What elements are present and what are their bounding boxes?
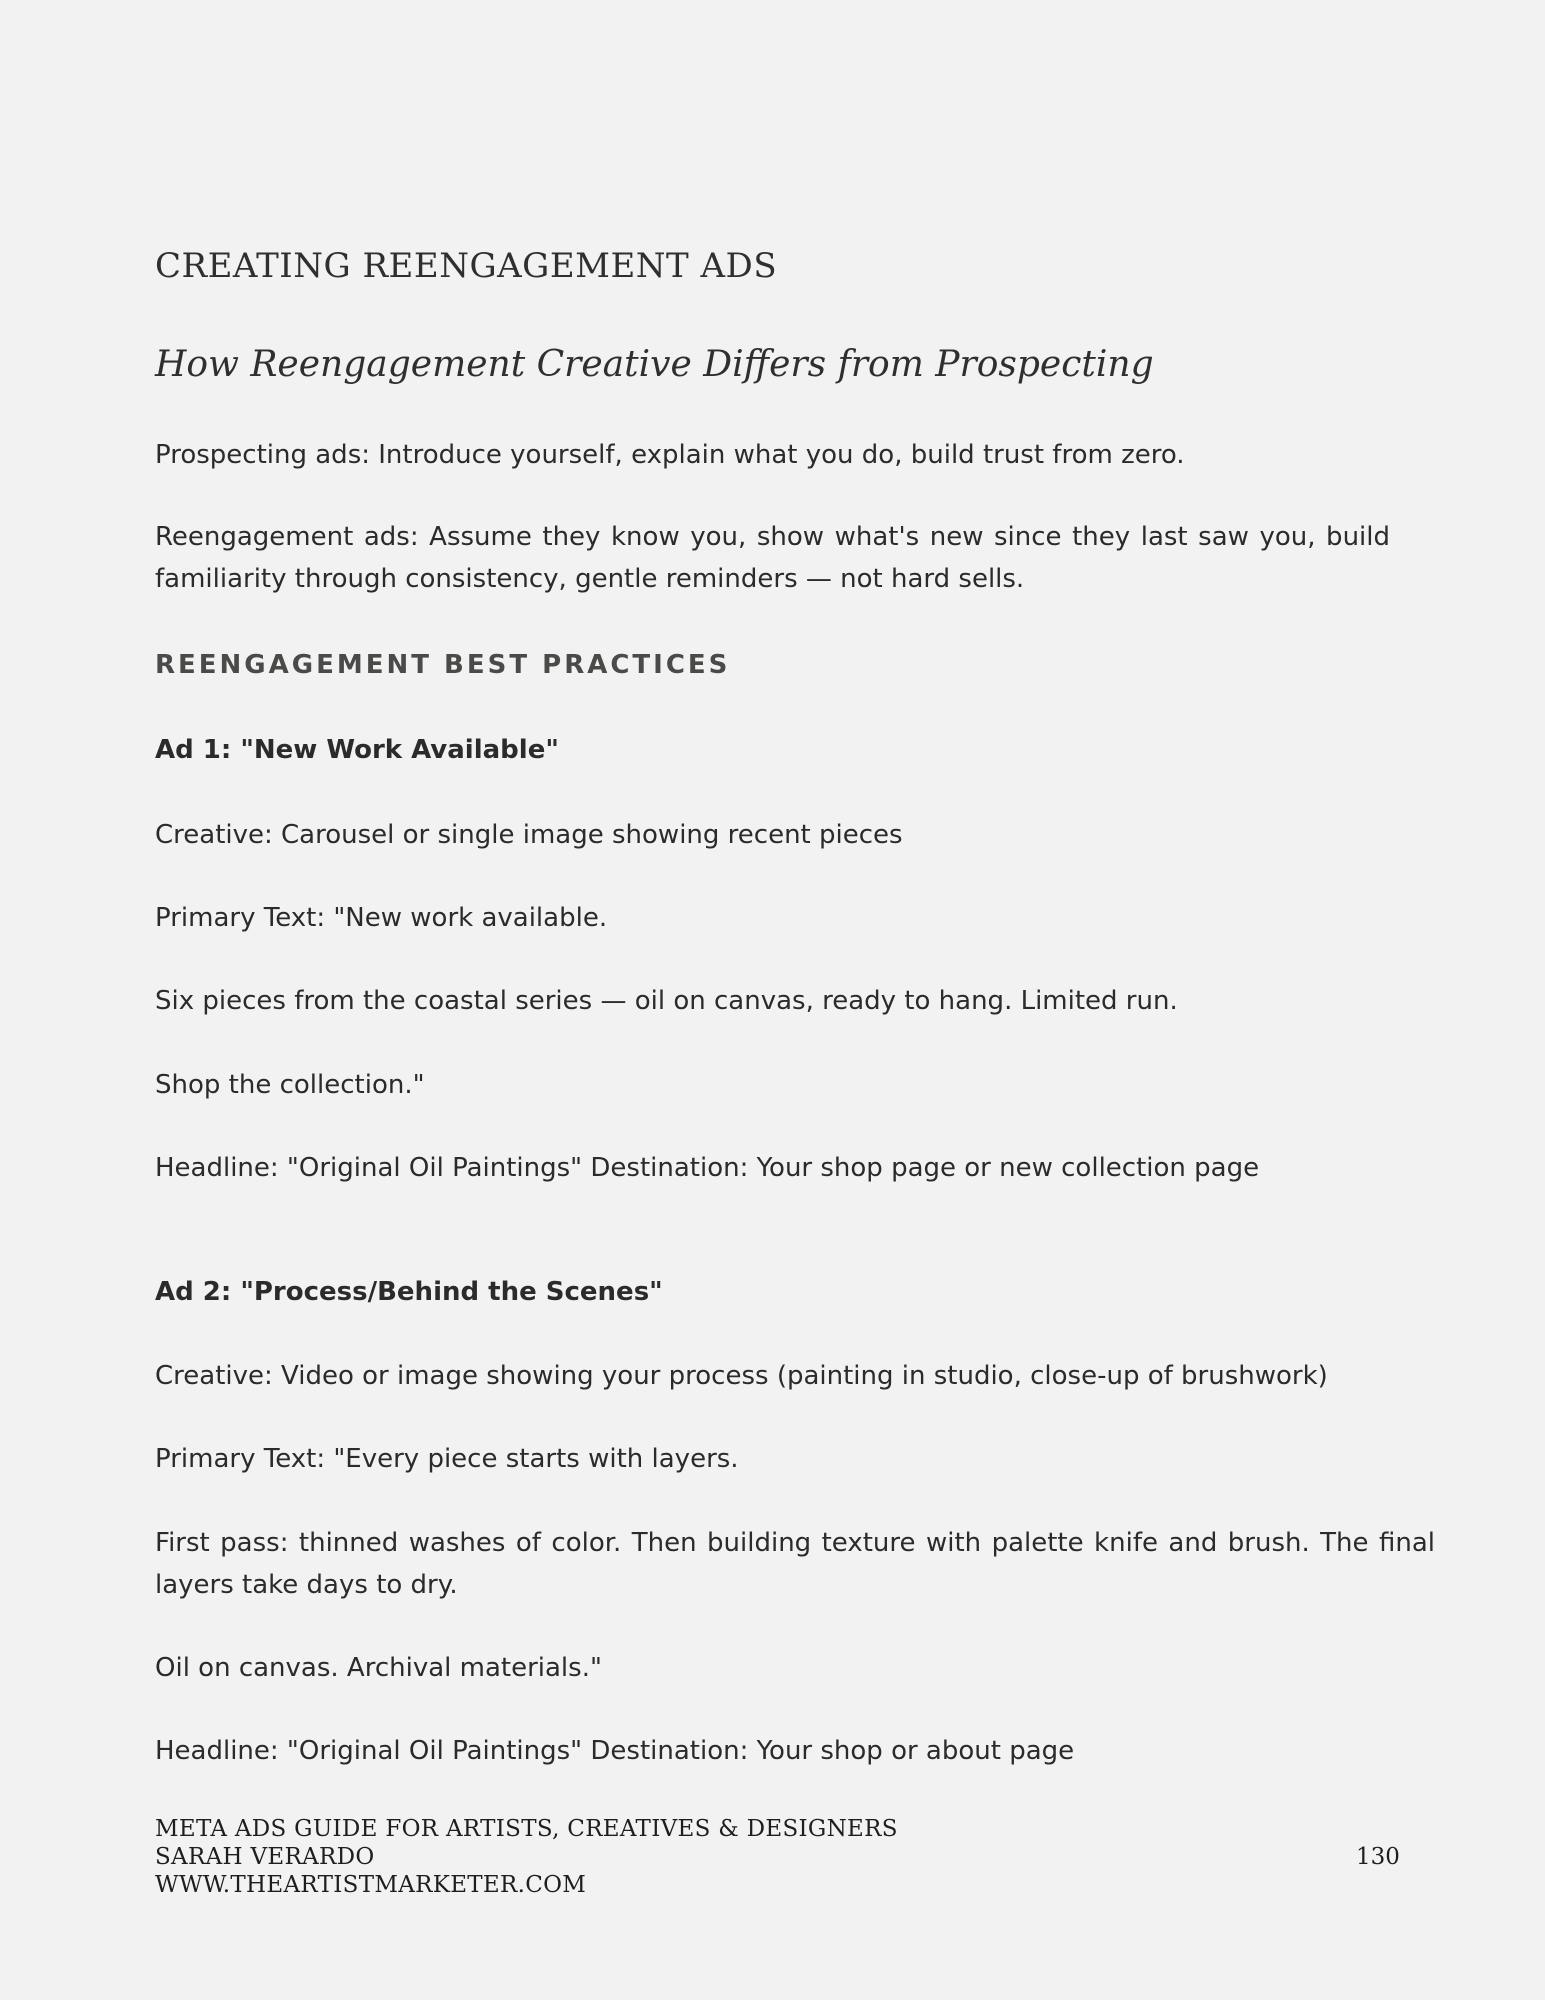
ad1-closing: Shop the collection."	[155, 1070, 425, 1100]
best-practices-heading: REENGAGEMENT BEST PRACTICES	[155, 650, 731, 680]
ad2-closing: Oil on canvas. Archival materials."	[155, 1653, 602, 1683]
subheading: How Reengagement Creative Differs from Prospecting	[155, 344, 1154, 385]
footer-author: SARAH VERARDO	[155, 1844, 375, 1870]
section-title: CREATING REENGAGEMENT ADS	[155, 246, 778, 286]
ad1-body: Six pieces from the coastal series — oil on canvas, ready to hang. Limited run.	[155, 986, 1178, 1016]
ad1-primary-text: Primary Text: "New work available.	[155, 903, 608, 933]
prospecting-paragraph: Prospecting ads: Introduce yourself, explain what you do, build trust from zero.	[155, 440, 1185, 470]
page-number: 130	[1356, 1844, 1400, 1870]
ad1-headline: Headline: "Original Oil Paintings" Destination: Your shop page or new collection page	[155, 1153, 1260, 1183]
reengagement-paragraph: Reengagement ads: Assume they know you, show what's new since they last saw you, build familiarity through consistency, gentle reminders — not hard sells.	[155, 522, 1390, 594]
ad2-creative: Creative: Video or image showing your process (painting in studio, close-up of brushwork)	[155, 1361, 1328, 1391]
footer-guide-title: META ADS GUIDE FOR ARTISTS, CREATIVES & DESIGNERS	[155, 1816, 898, 1842]
ad2-primary-text: Primary Text: "Every piece starts with layers.	[155, 1444, 739, 1474]
footer-website: WWW.THEARTISTMARKETER.COM	[155, 1872, 587, 1898]
ad2-title: Ad 2: "Process/Behind the Scenes"	[155, 1277, 663, 1307]
footer	[155, 1815, 898, 1899]
ad1-title: Ad 1: "New Work Available"	[155, 735, 559, 765]
ad2-body: First pass: thinned washes of color. Then building texture with palette knife and brush. The final layers take days to dry.	[155, 1528, 1435, 1600]
ad1-creative: Creative: Carousel or single image showing recent pieces	[155, 820, 903, 850]
ad2-headline: Headline: "Original Oil Paintings" Destination: Your shop or about page	[155, 1736, 1075, 1766]
